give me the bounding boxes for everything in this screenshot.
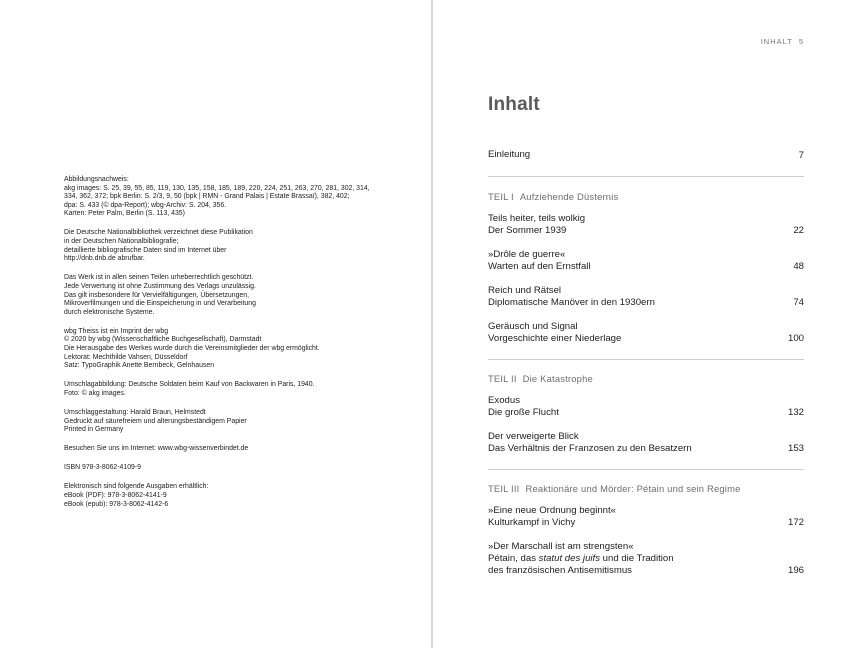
toc-entry-subtitle: Die große Flucht [488, 407, 559, 418]
toc-entry [488, 213, 804, 237]
toc-entry-title: Geräusch und Signal [488, 321, 578, 332]
toc-entry-page: 196 [787, 565, 804, 576]
toc-entry-page: 7 [798, 150, 804, 161]
toc-entry-subtitle-part: Pétain, das [488, 553, 539, 564]
imprint-line: Lektorat: Mechthilde Vahsen, Düsseldorf [64, 353, 188, 361]
toc-part-number: TEIL II [488, 373, 517, 384]
toc-entry-title: Einleitung [488, 149, 531, 160]
toc-part-title: Aufziehende Düsternis [519, 191, 619, 202]
toc-entry-page: 132 [787, 407, 804, 418]
toc-entry [488, 249, 804, 273]
imprint-line: eBook (epub): 978-3-8062-4142-6 [64, 500, 169, 508]
toc-part-title: Reaktionäre und Mörder: Pétain und sein Regime [525, 483, 741, 494]
imprint-block-isbn [64, 464, 384, 473]
imprint-line: Die Deutsche Nationalbibliothek verzeichnet diese Publikation [64, 229, 253, 237]
imprint-line: durch elektronische Systeme. [64, 308, 155, 316]
right-page [433, 0, 866, 648]
toc-divider [488, 359, 804, 360]
toc-entry-title: Exodus [488, 395, 520, 406]
imprint-line: Foto: © akg images. [64, 389, 126, 397]
toc-entry-page: 172 [787, 517, 804, 528]
toc-divider [488, 469, 804, 470]
toc-entry [488, 321, 804, 345]
toc-entry-subtitle: Kulturkampf in Vichy [488, 517, 576, 528]
toc-entry [488, 505, 804, 529]
toc-entry-title: »Drôle de guerre« [488, 249, 566, 260]
imprint-line: in der Deutschen Nationalbibliografie; [64, 238, 179, 246]
imprint-line: Besuchen Sie uns im Internet: www.wbg-wissenverbindet.de [64, 445, 249, 453]
imprint-line: detaillierte bibliografische Daten sind im Internet über [64, 246, 227, 254]
toc-entry-title: Teils heiter, teils wolkig [488, 213, 586, 224]
toc-entry-page: 74 [793, 297, 804, 308]
imprint-line: eBook (PDF): 978-3-8062-4141-9 [64, 492, 167, 500]
toc-entry-subtitle: Vorgeschichte einer Niederlage [488, 333, 622, 344]
imprint-line: Umschlaggestaltung: Harald Braun, Helmstedt [64, 408, 206, 416]
toc-entry [488, 285, 804, 309]
toc-part-title: Die Katastrophe [522, 373, 593, 384]
imprint-line: 334, 362, 372; bpk Berlin: S. 2/3, 9, 50 (bpk | RMN - Grand Palais | Estate Brassaï), 382, 402; [64, 193, 350, 201]
imprint-line: Satz: TypoGraphik Anette Bernbeck, Gelnhausen [64, 362, 215, 370]
imprint-line: Das gilt insbesondere für Vervielfältigungen, Übersetzungen, [64, 291, 250, 299]
imprint-block-cover-design [64, 409, 384, 435]
imprint-line: Das Werk ist in allen seinen Teilen urheberrechtlich geschützt. [64, 274, 254, 282]
toc-divider [488, 176, 804, 177]
imprint-line: http://dnb.dnb.de abrufbar. [64, 255, 145, 263]
toc-entry-title: Reich und Rätsel [488, 285, 562, 296]
imprint-line: Die Herausgabe des Werkes wurde durch die Vereinsmitglieder der wbg ermöglicht. [64, 345, 320, 352]
imprint-block-ebooks [64, 483, 384, 509]
imprint-line: Printed in Germany [64, 426, 124, 434]
imprint-block-copyright [64, 274, 384, 317]
imprint-block-credits [64, 176, 384, 219]
toc-entry-page: 22 [793, 225, 804, 236]
toc-entry-page: 48 [793, 261, 804, 272]
toc-part-heading [488, 483, 804, 495]
running-head-page-number: 5 [798, 37, 804, 46]
imprint-line: wbg Theiss ist ein Imprint der wbg [64, 327, 169, 335]
imprint-block-website [64, 445, 384, 454]
toc-entry [488, 541, 804, 577]
toc-entry-title: »Der Marschall ist am strengsten« [488, 541, 634, 552]
imprint-line: Elektronisch sind folgende Ausgaben erhältlich: [64, 483, 209, 491]
imprint-line: Umschlagabbildung: Deutsche Soldaten beim Kauf von Backwaren in Paris, 1940. [64, 381, 315, 389]
imprint-block-cover-image [64, 381, 384, 398]
imprint-line: Abbildungsnachweis: [64, 176, 129, 183]
toc-entry-subtitle: Warten auf den Ernstfall [488, 261, 591, 272]
imprint-line: Mikroverfilmungen und die Einspeicherung in und Verarbeitung [64, 300, 256, 308]
running-head [755, 37, 804, 46]
toc-part-heading [488, 373, 804, 385]
toc-part-number: TEIL I [488, 191, 514, 202]
toc-part-heading [488, 191, 804, 203]
imprint [64, 176, 384, 520]
imprint-block-dnb [64, 229, 384, 263]
toc-entry-title: Der verweigerte Blick [488, 431, 579, 442]
toc-entry-title: »Eine neue Ordnung beginnt« [488, 505, 617, 516]
toc-entry-subtitle: Das Verhältnis der Franzosen zu den Besatzern [488, 443, 692, 454]
left-page [0, 0, 432, 648]
imprint-line: Karten: Peter Palm, Berlin (S. 113, 435) [64, 210, 185, 218]
imprint-line: dpa: S. 433 (© dpa-Report); wbg-Archiv: S. 204, 356. [64, 201, 227, 209]
toc-entry-page: 153 [787, 443, 804, 454]
toc-entry-subtitle: Der Sommer 1939 [488, 225, 567, 236]
imprint-line: Jede Verwertung ist ohne Zustimmung des Verlags unzulässig. [64, 282, 256, 290]
toc-entry-page: 100 [787, 333, 804, 344]
page-title: Inhalt [488, 94, 540, 115]
toc-entry-subtitle: Diplomatische Manöver in den 1930ern [488, 297, 655, 308]
toc-entry-introduction [488, 149, 804, 162]
imprint-line: Gedruckt auf säurefreiem und alterungsbeständigem Papier [64, 417, 247, 425]
imprint-line: akg images: S. 25, 39, 55, 85, 119, 130, 135, 158, 185, 189, 220, 224, 251, 263, 270, 281, 302, 314, [64, 184, 370, 192]
toc-entry-subtitle-part: und die Tradition [600, 553, 674, 564]
running-head-label: INHALT [760, 37, 793, 46]
imprint-line: © 2020 by wbg (Wissenschaftliche Buchgesellschaft), Darmstadt [64, 336, 262, 344]
imprint-line: ISBN 978-3-8062-4109-9 [64, 464, 141, 472]
toc-entry [488, 395, 804, 419]
imprint-block-publisher [64, 328, 384, 371]
table-of-contents [488, 149, 804, 577]
toc-entry-subtitle-emphasis: statut des juifs [538, 553, 600, 564]
toc-entry-subtitle-continued: des französischen Antisemitismus [488, 565, 632, 576]
toc-part-number: TEIL III [488, 483, 520, 494]
toc-entry-subtitle [488, 553, 758, 565]
toc-entry [488, 431, 804, 455]
